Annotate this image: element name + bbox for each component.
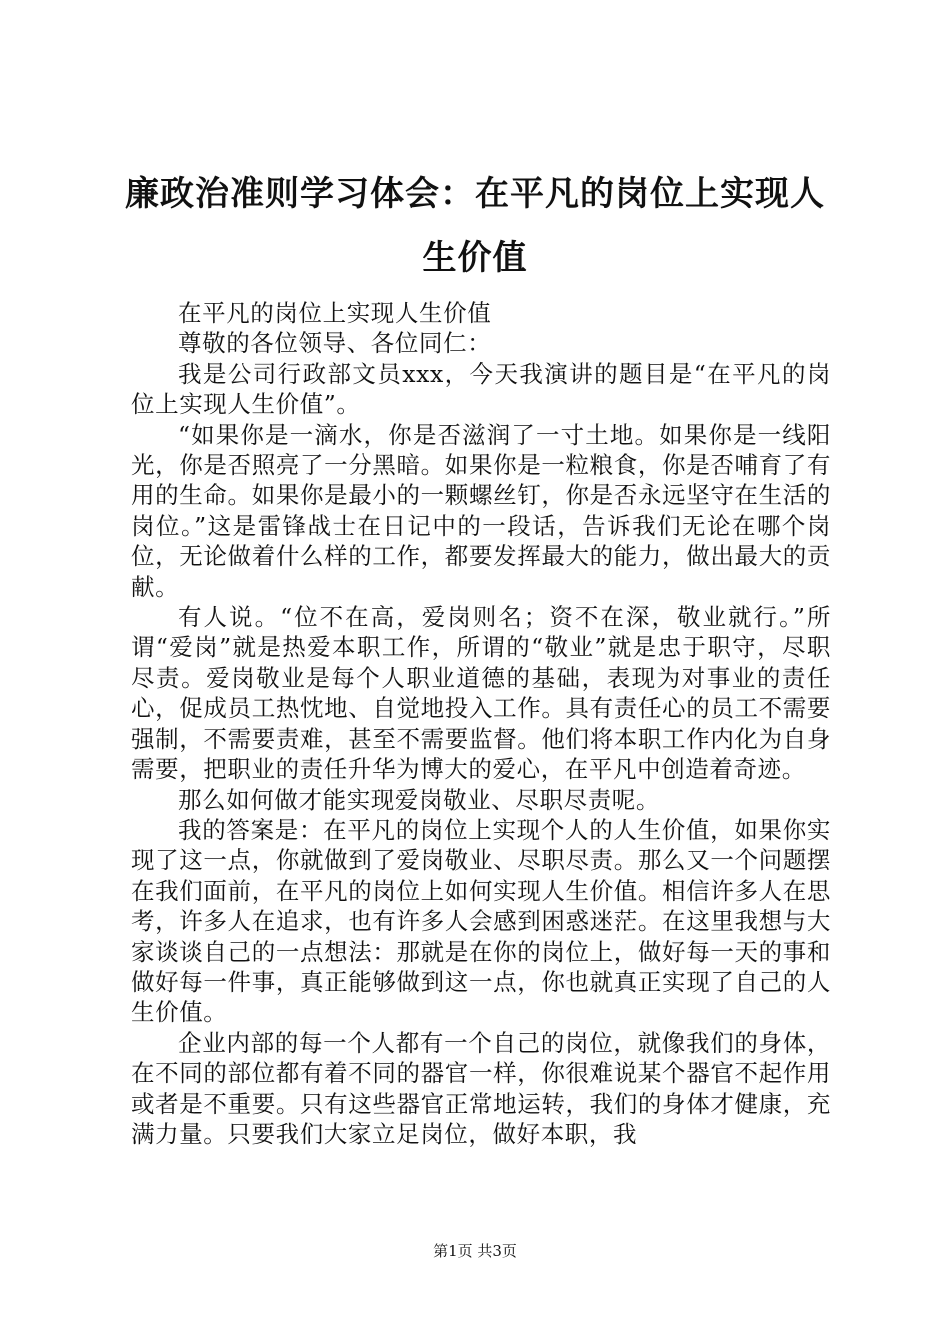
document-body <box>131 298 831 1149</box>
paragraph-introduction: 我是公司行政部文员xxx，今天我演讲的题目是“在平凡的岗位上实现人生价值”。 <box>131 359 831 419</box>
page-number-footer: 第1页 共3页 <box>433 1242 517 1260</box>
paragraph-question: 那么如何做才能实现爱岗敬业、尽职尽责呢。 <box>178 785 660 814</box>
paragraph-enterprise: 企业内部的每一个人都有一个自己的岗位，就像我们的身体，在不同的部位都有着不同的器官一样，你很难说某个器官不起作用或者是不重要。只有这些器官正常地运转，我们的身体才健康，充满力量。只要我们大家立足岗位，做好本职，我 <box>131 1028 831 1148</box>
paragraph-lei-feng-quote: “如果你是一滴水，你是否滋润了一寸土地。如果你是一线阳光，你是否照亮了一分黑暗。如果你是一粒粮食，你是否哺育了有用的生命。如果你是最小的一颗螺丝钉，你是否永远坚守在生活的岗位。”这是雷锋战士在日记中的一段话，告诉我们无论在哪个岗位，无论做着什么样的工作，都要发挥最大的能力，做出最大的贡献。 <box>131 420 831 601</box>
paragraph-subtitle: 在平凡的岗位上实现人生价值 <box>178 299 492 327</box>
paragraph-salutation: 尊敬的各位领导、各位同仁： <box>178 329 492 358</box>
paragraph-answer: 我的答案是：在平凡的岗位上实现个人的人生价值，如果你实现了这一点，你就做到了爱岗敬业、尽职尽责。那么又一个问题摆在我们面前，在平凡的岗位上如何实现人生价值。相信许多人在思考，许多人在追求，也有许多人会感到困惑迷茫。在这里我想与大家谈谈自己的一点想法：那就是在你的岗位上，做好每一天的事和做好每一件事，真正能够做到这一点，你也就真正实现了自己的人生价值。 <box>131 815 831 1027</box>
paragraph-dedication: 有人说。“位不在高，爱岗则名；资不在深，敬业就行。”所谓“爱岗”就是热爱本职工作，所谓的“敬业”就是忠于职守，尽职尽责。爱岗敬业是每个人职业道德的基础，表现为对事业的责任心，促成员工热忱地、自觉地投入工作。具有责任心的员工不需要强制，不需要责难，甚至不需要监督。他们将本职工作内化为自身需要，把职业的责任升华为博大的爱心，在平凡中创造着奇迹。 <box>131 603 831 784</box>
document-title: 廉政治准则学习体会：在平凡的岗位上实现人生价值 <box>125 174 825 278</box>
